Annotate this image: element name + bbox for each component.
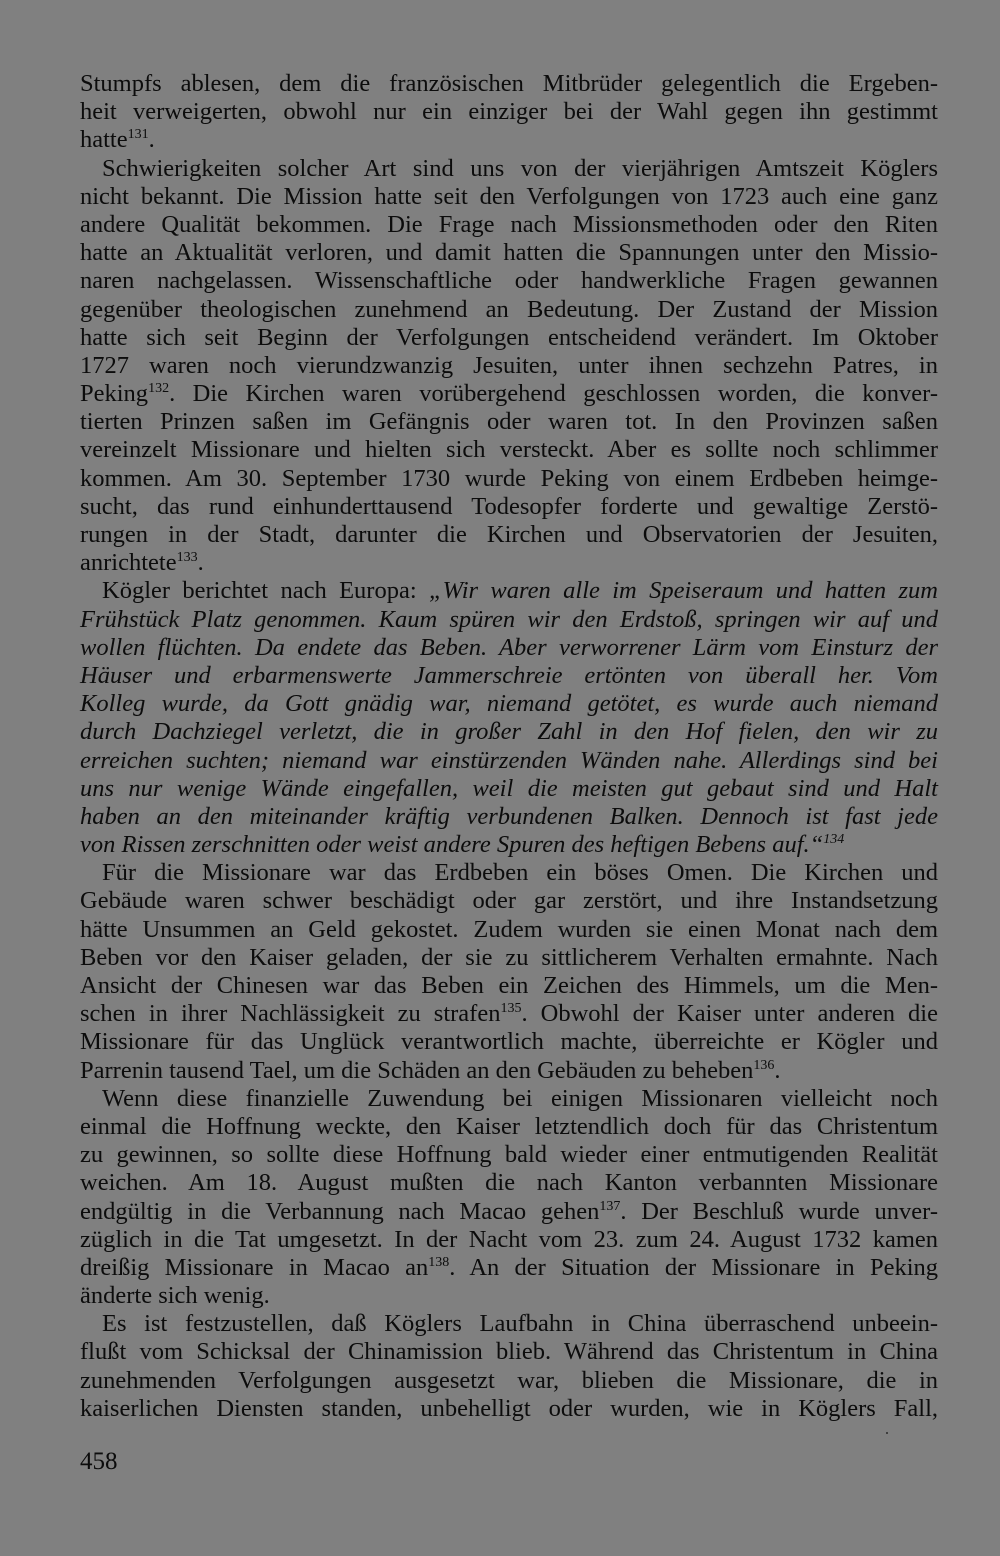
text-segment: . Obwohl der Kaiser unter anderen die <box>521 1000 938 1028</box>
text-line <box>80 296 938 324</box>
page-number: 458 <box>80 1448 118 1475</box>
text-line <box>80 352 938 380</box>
text-segment: heit verweigerten, obwohl nur ein einziger bei der Wahl gegen ihn gestimmt <box>80 98 938 126</box>
text-segment: 1727 waren noch vierundzwanzig Jesuiten, unter ihnen sechzehn Patres, in <box>80 351 938 379</box>
text-segment: schen in ihrer Nachlässigkeit zu strafen <box>80 1000 501 1028</box>
text-segment: weichen. Am 18. August mußten die nach Kanton verbannten Missionare <box>80 1169 938 1197</box>
text-line <box>80 1000 938 1028</box>
text-segment: Schwierigkeiten solcher Art sind uns von der vierjährigen Amtszeit Köglers <box>102 154 938 182</box>
text-line <box>80 211 938 239</box>
text-line <box>80 606 938 634</box>
footnote-ref: 136 <box>753 1057 775 1073</box>
text-segment: kaiserlichen Diensten standen, unbehelligt oder wurden, wie in Köglers Fall, <box>80 1394 938 1422</box>
paragraph-first-line <box>80 155 938 183</box>
footnote-ref: 134 <box>823 832 845 848</box>
text-segment: Für die Missionare war das Erdbeben ein böses Omen. Die Kirchen und <box>102 859 938 887</box>
text-segment: gegenüber theologischen zunehmend an Bedeutung. Der Zustand der Mission <box>80 295 938 323</box>
text-line <box>80 1113 938 1141</box>
text-segment: sucht, das rund einhunderttausend Todesopfer forderte und gewaltige Zerstö- <box>80 492 938 520</box>
footnote-ref: 133 <box>176 550 198 566</box>
text-segment: naren nachgelassen. Wissenschaftliche oder handwerkliche Fragen gewannen <box>80 267 938 295</box>
text-line <box>80 1169 938 1197</box>
text-line <box>80 1254 938 1282</box>
margin-mark <box>886 1432 888 1434</box>
text-segment: hätte Unsummen an Geld gekostet. Zudem wurden sie einen Monat nach dem <box>80 915 938 943</box>
quote-text: von Rissen zerschnitten oder weist andere Spuren des heftigen Bebens auf.“ <box>80 831 824 859</box>
text-line <box>80 1282 938 1310</box>
footnote-ref: 138 <box>428 1254 450 1270</box>
text-line <box>80 972 938 1000</box>
text-segment: . Der Beschluß wurde unver- <box>620 1197 938 1225</box>
text-segment: flußt vom Schicksal der Chinamission blieb. Während das Christentum in China <box>80 1338 938 1366</box>
text-line <box>80 1338 938 1366</box>
text-segment: züglich in die Tat umgesetzt. In der Nacht vom 23. zum 24. August 1732 kamen <box>80 1225 938 1253</box>
text-line <box>80 267 938 295</box>
text-line <box>80 183 938 211</box>
text-line <box>80 634 938 662</box>
text-segment: endgültig in die Verbannung nach Macao gehen <box>80 1197 600 1225</box>
text-line <box>80 324 938 352</box>
text-line <box>80 831 938 859</box>
text-line <box>80 1367 938 1395</box>
text-segment: tierten Prinzen saßen im Gefängnis oder waren tot. In den Provinzen saßen <box>80 408 938 436</box>
quote-text: Frühstück Platz genommen. Kaum spüren wir den Erdstoß, springen wir auf und <box>80 605 938 633</box>
text-segment: . <box>774 1056 781 1084</box>
quote-text: Häuser und erbarmenswerte Jammerschreie ertönten von überall her. Vom <box>80 661 938 689</box>
quote-text: haben an den miteinander kräftig verbundenen Balken. Dennoch ist fast jede <box>80 802 938 830</box>
quote-text: „Wir waren alle im Speiseraum und hatten zum <box>429 577 939 605</box>
text-line <box>80 98 938 126</box>
quote-text: erreichen suchten; niemand war einstürzenden Wänden nahe. Allerdings sind bei <box>80 746 938 774</box>
text-segment: hatte <box>80 126 128 154</box>
text-segment: Parrenin tausend Tael, um die Schäden an den Gebäuden zu beheben <box>80 1056 754 1084</box>
text-segment: andere Qualität bekommen. Die Frage nach Missionsmethoden oder den Riten <box>80 210 938 238</box>
text-line <box>80 803 938 831</box>
body-text <box>80 70 938 1423</box>
text-line <box>80 521 938 549</box>
text-segment: . Die Kirchen waren vorübergehend geschlossen worden, die konver- <box>169 380 938 408</box>
text-line <box>80 1226 938 1254</box>
text-line <box>80 408 938 436</box>
text-line <box>80 436 938 464</box>
footnote-ref: 137 <box>599 1198 621 1214</box>
text-segment: kommen. Am 30. September 1730 wurde Peking von einem Erdbeben heimge- <box>80 464 938 492</box>
text-line <box>80 887 938 915</box>
text-line <box>80 662 938 690</box>
text-segment: zu gewinnen, so sollte diese Hoffnung bald wieder einer entmutigenden Realität <box>80 1141 938 1169</box>
text-line <box>80 1395 938 1423</box>
text-line <box>80 70 938 98</box>
text-line <box>80 380 938 408</box>
text-segment: Wenn diese finanzielle Zuwendung bei einigen Missionaren vielleicht noch <box>102 1084 938 1112</box>
paragraph-first-line <box>80 1310 938 1338</box>
footnote-ref: 131 <box>127 127 149 143</box>
text-segment: einmal die Hoffnung weckte, den Kaiser letztendlich doch für das Christentum <box>80 1112 938 1140</box>
text-segment: änderte sich wenig. <box>80 1282 270 1310</box>
text-line <box>80 916 938 944</box>
quote-text: uns nur wenige Wände eingefallen, weil die meisten gut gebaut sind und Halt <box>80 774 938 802</box>
text-segment: anrichtete <box>80 549 177 577</box>
text-segment: Peking <box>80 380 149 408</box>
text-segment: dreißig Missionare in Macao an <box>80 1253 429 1281</box>
text-segment: Kögler berichtet nach Europa: <box>102 577 430 605</box>
text-segment: hatte an Aktualität verloren, und damit hatten die Spannungen unter den Missio- <box>80 239 938 267</box>
text-segment: rungen in der Stadt, darunter die Kirchen und Observatorien der Jesuiten, <box>80 521 938 548</box>
text-line <box>80 944 938 972</box>
text-segment: Ansicht der Chinesen war das Beben ein Zeichen des Himmels, um die Men- <box>80 972 938 999</box>
quote-text: durch Dachziegel verletzt, die in großer Zahl in den Hof fielen, den wir zu <box>80 718 938 746</box>
quote-text: Kolleg wurde, da Gott gnädig war, niemand getötet, es wurde auch niemand <box>80 690 938 718</box>
text-segment: . An der Situation der Missionare in Peking <box>449 1253 939 1281</box>
text-line <box>80 493 938 521</box>
quote-text: wollen flüchten. Da endete das Beben. Aber verworrener Lärm vom Einsturz der <box>80 633 938 661</box>
text-segment: Missionare für das Unglück verantwortlich machte, überreichte er Kögler und <box>80 1028 938 1056</box>
text-line <box>80 1028 938 1056</box>
paragraph-first-line <box>80 577 938 605</box>
text-segment: . <box>197 549 204 577</box>
text-segment: . <box>148 126 155 154</box>
text-line <box>80 126 938 154</box>
text-line <box>80 775 938 803</box>
paragraph-first-line <box>80 859 938 887</box>
footnote-ref: 132 <box>148 381 170 397</box>
text-segment: nicht bekannt. Die Mission hatte seit den Verfolgungen von 1723 auch eine ganz <box>80 182 938 210</box>
text-line <box>80 1198 938 1226</box>
text-segment: Es ist festzustellen, daß Köglers Laufbahn in China überraschend unbeein- <box>102 1310 938 1338</box>
paragraph-first-line <box>80 1085 938 1113</box>
text-segment: hatte sich seit Beginn der Verfolgungen entscheidend verändert. Im Oktober <box>80 323 938 351</box>
text-line <box>80 465 938 493</box>
text-line <box>80 747 938 775</box>
text-segment: vereinzelt Missionare und hielten sich versteckt. Aber es sollte noch schlimmer <box>80 436 938 464</box>
text-segment: Stumpfs ablesen, dem die französischen Mitbrüder gelegentlich die Ergeben- <box>80 70 938 97</box>
text-line <box>80 690 938 718</box>
text-line <box>80 1141 938 1169</box>
text-segment: Beben vor den Kaiser geladen, der sie zu sittlicherem Verhalten ermahnte. Nach <box>80 943 938 971</box>
text-segment: zunehmenden Verfolgungen ausgesetzt war, blieben die Missionare, die in <box>80 1366 938 1394</box>
text-line <box>80 1057 938 1085</box>
text-line <box>80 549 938 577</box>
text-line <box>80 718 938 746</box>
text-line <box>80 239 938 267</box>
text-segment: Gebäude waren schwer beschädigt oder gar zerstört, und ihre Instandsetzung <box>80 887 938 915</box>
footnote-ref: 135 <box>500 1001 522 1017</box>
